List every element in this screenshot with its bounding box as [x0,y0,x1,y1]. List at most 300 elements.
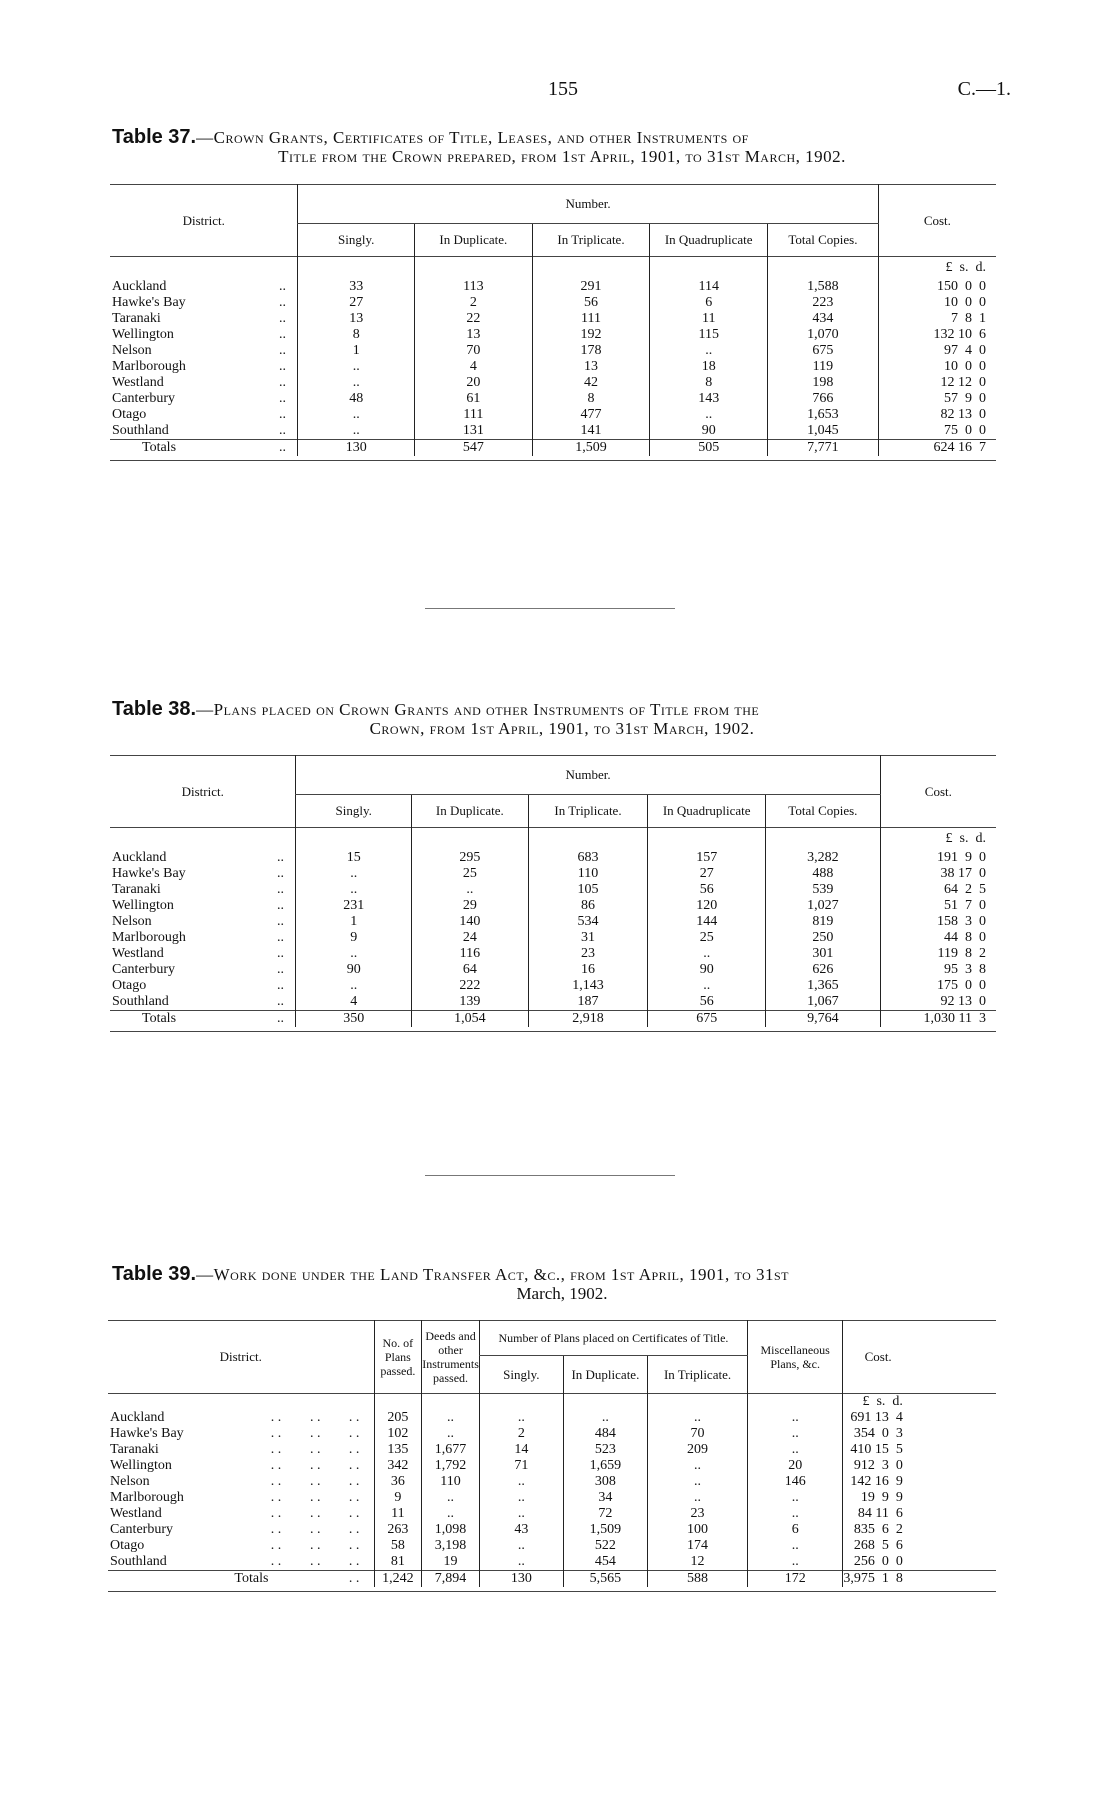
cell-dup: 24 [412,930,529,946]
page-number: 155 [548,78,578,100]
cell-dup: 61 [415,391,533,407]
district-name: Marlborough [112,359,186,374]
district-name: Hawke's Bay [112,866,186,881]
table-37 [110,184,996,461]
cell-singly: 27 [298,295,415,311]
cell-trip: 16 [528,962,648,978]
cell-plans: 81 [374,1554,422,1571]
header-duplicate: In Duplicate. [415,224,533,257]
cell-trip: 23 [528,946,648,962]
header-triplicate: In Triplicate. [648,1356,748,1394]
cell-dup: 308 [563,1474,647,1490]
cell-dup: 140 [412,914,529,930]
cell-cost: 158 3 0 [880,914,996,930]
cell-misc: .. [747,1490,842,1506]
cell-cost: 92 13 0 [880,994,996,1011]
cell-plans: 263 [374,1522,422,1538]
cell-singly: 4 [296,994,412,1011]
cell-total: 1,045 [768,423,879,440]
district-name: Taranaki [110,1442,159,1457]
header-district: District. [219,1349,262,1364]
table-row [110,375,996,391]
district-name: Otago [110,1538,145,1553]
cell-trip: 477 [532,407,650,423]
cell-trip: 110 [528,866,648,882]
table-row [110,423,996,440]
table-row [110,898,996,914]
district-name: Auckland [112,850,167,865]
header-cost: Cost. [880,756,996,828]
totals-duplicate: 547 [415,440,533,457]
table-row [110,994,996,1011]
cell-total: 1,027 [766,898,881,914]
totals-label: Totals [142,1011,177,1026]
cell-total: 434 [768,311,879,327]
header-cost: Cost. [843,1321,913,1394]
leader-dots: . . [309,1522,321,1537]
header-singly: Singly. [298,224,415,257]
cell-trip: 209 [648,1442,748,1458]
totals-triplicate: 1,509 [532,440,650,457]
leader-dots: . . [309,1490,321,1505]
cell-plans: 11 [374,1506,422,1522]
cell-total: 675 [768,343,879,359]
totals-singly: 130 [479,1571,563,1588]
leader-dots: .. [277,978,284,993]
cell-trip: 111 [532,311,650,327]
cell-quad: 90 [648,962,766,978]
table-row [110,359,996,375]
cell-cost: 142 16 9 [843,1474,913,1490]
cell-total: 1,365 [766,978,881,994]
cell-trip: 13 [532,359,650,375]
cell-misc: .. [747,1426,842,1442]
leader-dots: . . [270,1458,282,1473]
leader-dots: . . [348,1458,360,1473]
leader-dots: .. [279,407,286,422]
cell-cost: 119 8 2 [880,946,996,962]
totals-triplicate: 588 [648,1571,748,1588]
cell-singly: 1 [296,914,412,930]
district-name: Auckland [112,279,167,294]
leader-dots: . . [309,1554,321,1569]
header-singly: Singly. [479,1356,563,1394]
district-name: Westland [110,1506,162,1521]
leader-dots: . . [270,1538,282,1553]
cell-singly: .. [298,375,415,391]
leader-dots: .. [277,930,284,945]
cell-misc: 146 [747,1474,842,1490]
totals-duplicate: 5,565 [563,1571,647,1588]
cell-misc: 6 [747,1522,842,1538]
leader-dots: . . [348,1442,360,1457]
cell-singly: 33 [298,279,415,295]
cell-cost: 835 6 2 [843,1522,913,1538]
totals-deeds-passed: 7,894 [422,1571,480,1588]
cell-trip: 1,143 [528,978,648,994]
totals-duplicate: 1,054 [412,1011,529,1028]
cell-dup: .. [563,1410,647,1426]
totals-dots: . . [348,1571,360,1586]
cell-singly: 43 [479,1522,563,1538]
cell-cost: 912 3 0 [843,1458,913,1474]
cell-cost: 19 9 9 [843,1490,913,1506]
cell-dup: 139 [412,994,529,1011]
table-38 [110,755,996,1032]
totals-singly: 130 [298,440,415,457]
leader-dots: . . [309,1506,321,1521]
cell-dup: 72 [563,1506,647,1522]
cell-trip: 141 [532,423,650,440]
table-row [110,882,996,898]
table-39-label: Table 39. [112,1263,197,1285]
cell-plans: 102 [374,1426,422,1442]
table-row [110,978,996,994]
leader-dots: .. [279,279,286,294]
cell-trip: 192 [532,327,650,343]
header-miscellaneous: Miscellaneous Plans, &c. [747,1321,842,1394]
table-row [110,850,996,866]
cell-trip: 42 [532,375,650,391]
cell-dup: 295 [412,850,529,866]
cell-singly: 14 [479,1442,563,1458]
cell-cost: 38 17 0 [880,866,996,882]
table-row [110,946,996,962]
totals-cost: 624 16 7 [878,440,996,457]
cell-singly: .. [298,407,415,423]
cell-cost: 268 5 6 [843,1538,913,1554]
cell-deeds: 19 [422,1554,480,1571]
cell-quad: .. [650,407,768,423]
district-name: Canterbury [112,391,175,406]
cell-trip: 31 [528,930,648,946]
cell-trip: .. [648,1410,748,1426]
table-row [108,1458,996,1474]
totals-singly: 350 [296,1011,412,1028]
totals-total-copies: 7,771 [768,440,879,457]
cell-total: 198 [768,375,879,391]
leader-dots: . . [309,1410,321,1425]
page-reference: C.—1. [957,78,1011,100]
totals-triplicate: 2,918 [528,1011,648,1028]
district-name: Wellington [110,1458,172,1473]
totals-cost: 3,975 1 8 [843,1571,913,1588]
header-triplicate: In Triplicate. [528,795,648,828]
cell-plans: 342 [374,1458,422,1474]
cell-singly: .. [296,882,412,898]
header-deeds-passed: Deeds and other Instruments passed. [422,1321,480,1394]
district-name: Southland [110,1554,167,1569]
leader-dots: . . [348,1554,360,1569]
district-name: Canterbury [110,1522,173,1537]
divider [425,608,675,609]
table-row [110,311,996,327]
cell-dup: 454 [563,1554,647,1571]
cell-trip: 178 [532,343,650,359]
header-duplicate: In Duplicate. [412,795,529,828]
totals-quadruplicate: 675 [648,1011,766,1028]
cell-total: 766 [768,391,879,407]
cell-singly: 8 [298,327,415,343]
cell-singly: .. [479,1538,563,1554]
cell-dup: 34 [563,1490,647,1506]
cell-trip: 70 [648,1426,748,1442]
cell-total: 539 [766,882,881,898]
cell-quad: .. [648,978,766,994]
cell-cost: 82 13 0 [878,407,996,423]
cell-trip: 12 [648,1554,748,1571]
cell-deeds: 1,677 [422,1442,480,1458]
cell-singly: 48 [298,391,415,407]
leader-dots: .. [277,882,284,897]
leader-dots: .. [279,327,286,342]
cell-trip: 534 [528,914,648,930]
table-row [108,1410,996,1426]
leader-dots: . . [309,1426,321,1441]
cell-quad: 114 [650,279,768,295]
cell-quad: 27 [648,866,766,882]
cell-dup: 29 [412,898,529,914]
cell-deeds: 3,198 [422,1538,480,1554]
cell-total: 819 [766,914,881,930]
table-row [110,391,996,407]
cell-dup: 116 [412,946,529,962]
cell-cost: 175 0 0 [880,978,996,994]
cell-singly: .. [479,1506,563,1522]
cell-cost: 132 10 6 [878,327,996,343]
cell-cost: 691 13 4 [843,1410,913,1426]
cell-cost: 354 0 3 [843,1426,913,1442]
cell-singly: .. [298,359,415,375]
totals-cost: 1,030 11 3 [880,1011,996,1028]
cell-quad: 56 [648,882,766,898]
cell-dup: 22 [415,311,533,327]
cell-singly: .. [479,1554,563,1571]
header-district: District. [182,212,225,228]
leader-dots: .. [279,359,286,374]
divider [425,1175,675,1176]
cell-dup: 1,659 [563,1458,647,1474]
cell-total: 250 [766,930,881,946]
cell-misc: .. [747,1538,842,1554]
cell-cost: 44 8 0 [880,930,996,946]
leader-dots: .. [277,866,284,881]
header-quadruplicate: In Quadruplicate [648,795,766,828]
cell-misc: .. [747,1554,842,1571]
leader-dots: . . [270,1474,282,1489]
cost-units: £ s. d. [880,828,996,851]
cell-total: 1,653 [768,407,879,423]
cell-quad: 144 [648,914,766,930]
cell-singly: .. [298,423,415,440]
cell-dup: 64 [412,962,529,978]
cell-plans: 135 [374,1442,422,1458]
table-38-caption [112,700,1012,738]
cell-dup: 4 [415,359,533,375]
cell-dup: 522 [563,1538,647,1554]
cell-trip: .. [648,1474,748,1490]
cell-quad: .. [648,946,766,962]
table-row [108,1426,996,1442]
leader-dots: . . [270,1522,282,1537]
table-row [110,407,996,423]
leader-dots: . . [348,1426,360,1441]
table-row [110,327,996,343]
cell-trip: .. [648,1490,748,1506]
cell-quad: 143 [650,391,768,407]
cell-quad: 25 [648,930,766,946]
leader-dots: . . [309,1458,321,1473]
cell-quad: .. [650,343,768,359]
table-39-title-line2: March, 1902. [516,1284,608,1303]
leader-dots: . . [309,1474,321,1489]
cell-cost: 256 0 0 [843,1554,913,1571]
district-name: Otago [112,407,147,422]
cell-singly: 71 [479,1458,563,1474]
totals-dots: .. [277,1011,284,1026]
cell-total: 626 [766,962,881,978]
district-name: Nelson [112,343,152,358]
district-name: Westland [112,375,164,390]
cell-quad: 8 [650,375,768,391]
cell-dup: 523 [563,1442,647,1458]
cost-units: £ s. d. [843,1394,913,1411]
cell-dup: 222 [412,978,529,994]
cell-misc: .. [747,1442,842,1458]
district-name: Hawke's Bay [112,295,186,310]
cell-cost: 84 11 6 [843,1506,913,1522]
cell-cost: 191 9 0 [880,850,996,866]
table-row [108,1554,996,1571]
district-name: Southland [112,423,169,438]
table-37-label: Table 37. [112,126,197,148]
header-plans-on-certificates: Number of Plans placed on Certificates of Title. [479,1321,747,1356]
header-triplicate: In Triplicate. [532,224,650,257]
table-row [110,866,996,882]
cell-trip: 187 [528,994,648,1011]
header-singly: Singly. [296,795,412,828]
header-number: Number. [298,185,878,224]
cell-singly: .. [479,1474,563,1490]
district-name: Nelson [112,914,152,929]
cell-quad: 6 [650,295,768,311]
table-row [110,279,996,295]
leader-dots: . . [270,1410,282,1425]
cost-units: £ s. d. [878,257,996,280]
cell-total: 301 [766,946,881,962]
district-name: Auckland [110,1410,165,1425]
district-name: Taranaki [112,311,161,326]
table-row [110,930,996,946]
table-38-label: Table 38. [112,698,197,720]
leader-dots: . . [309,1442,321,1457]
leader-dots: . . [348,1490,360,1505]
table-row [108,1474,996,1490]
page-header [0,78,1114,102]
district-name: Marlborough [110,1490,184,1505]
cell-quad: 115 [650,327,768,343]
cell-trip: 86 [528,898,648,914]
leader-dots: . . [270,1426,282,1441]
cell-total: 1,588 [768,279,879,295]
totals-total-copies: 9,764 [766,1011,881,1028]
cell-singly: 9 [296,930,412,946]
header-district: District. [181,783,224,799]
cell-dup: 13 [415,327,533,343]
table-row [110,295,996,311]
table-37-title-line1: —Crown Grants, Certificates of Title, Leases, and other Instruments of [196,128,749,147]
cell-dup: 70 [415,343,533,359]
cell-singly: 1 [298,343,415,359]
cell-singly: .. [296,978,412,994]
leader-dots: . . [270,1506,282,1521]
totals-miscellaneous: 172 [747,1571,842,1588]
district-name: Wellington [112,898,174,913]
cell-deeds: 110 [422,1474,480,1490]
leader-dots: .. [279,391,286,406]
cell-total: 488 [766,866,881,882]
cell-singly: .. [479,1490,563,1506]
leader-dots: .. [277,914,284,929]
header-plans-passed: No. of Plans passed. [374,1321,422,1394]
cell-dup: 111 [415,407,533,423]
district-name: Canterbury [112,962,175,977]
totals-plans-passed: 1,242 [374,1571,422,1588]
cell-cost: 150 0 0 [878,279,996,295]
cell-misc: 20 [747,1458,842,1474]
cell-dup: 20 [415,375,533,391]
cell-total: 1,070 [768,327,879,343]
table-38-title-line1: —Plans placed on Crown Grants and other Instruments of Title from the [196,700,760,719]
cell-quad: 18 [650,359,768,375]
cell-plans: 58 [374,1538,422,1554]
table-37-title-line2: Title from the Crown prepared, from 1st April, 1901, to 31st March, 1902. [278,147,846,166]
cell-trip: .. [648,1458,748,1474]
leader-dots: . . [270,1442,282,1457]
cell-trip: 8 [532,391,650,407]
totals-quadruplicate: 505 [650,440,768,457]
table-row [108,1506,996,1522]
totals-label: Totals [142,440,177,455]
cell-trip: 105 [528,882,648,898]
leader-dots: .. [277,898,284,913]
cell-cost: 12 12 0 [878,375,996,391]
cell-trip: 291 [532,279,650,295]
cell-trip: 100 [648,1522,748,1538]
cell-plans: 36 [374,1474,422,1490]
cell-quad: 90 [650,423,768,440]
totals-dots: .. [279,440,286,455]
cell-cost: 95 3 8 [880,962,996,978]
cell-cost: 75 0 0 [878,423,996,440]
cell-misc: .. [747,1410,842,1426]
cell-plans: 205 [374,1410,422,1426]
cell-quad: 56 [648,994,766,1011]
table-row [108,1490,996,1506]
leader-dots: . . [270,1554,282,1569]
cell-total: 3,282 [766,850,881,866]
district-name: Otago [112,978,147,993]
cell-dup: 25 [412,866,529,882]
cell-dup: 131 [415,423,533,440]
leader-dots: .. [279,343,286,358]
cell-misc: .. [747,1506,842,1522]
cell-cost: 51 7 0 [880,898,996,914]
leader-dots: .. [277,946,284,961]
cell-total: 119 [768,359,879,375]
cell-singly: 13 [298,311,415,327]
cell-deeds: .. [422,1506,480,1522]
